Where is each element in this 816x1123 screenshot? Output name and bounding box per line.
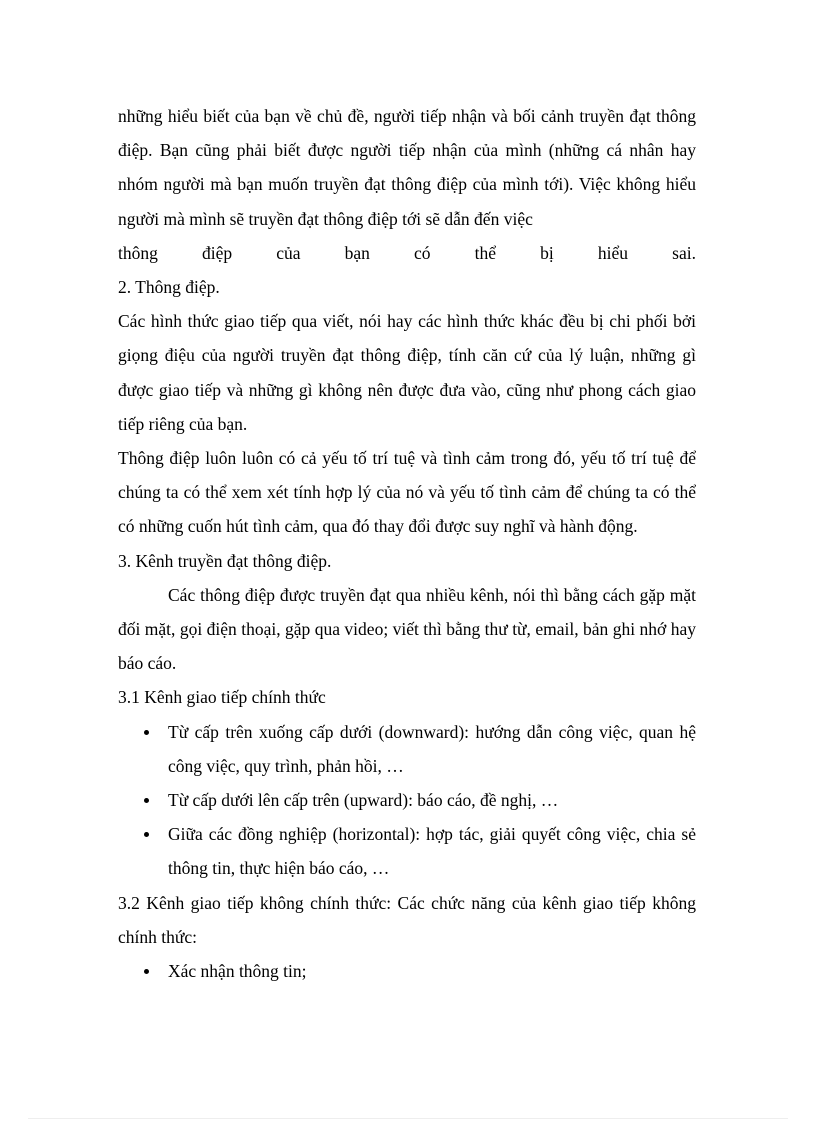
paragraph-channels: Các thông điệp được truyền đạt qua nhiều kênh, nói thì bằng cách gặp mặt đối mặt, gọi điện thoại, gặp qua video; viết thì bằng thư từ, email, bản ghi nhớ hay báo cáo. xyxy=(118,584,696,674)
bullet-icon xyxy=(144,832,149,837)
list-item-text: Xác nhận thông tin; xyxy=(168,961,307,982)
word: thông xyxy=(118,242,158,263)
list-item-text: Từ cấp dưới lên cấp trên (upward): báo cáo, đề nghị, … xyxy=(168,790,559,811)
word: hiểu xyxy=(597,242,629,263)
bullet-icon xyxy=(144,969,149,974)
bullet-icon xyxy=(144,730,149,735)
paragraph-message-forms: Các hình thức giao tiếp qua viết, nói hay các hình thức khác đều bị chi phối bởi giọng điệu của người truyền đạt thông điệp, tính căn cứ của lý luận, những gì được giao tiếp và những gì không nên được đưa vào, cũng như phong cách giao tiếp riêng của bạn. xyxy=(118,311,696,434)
word: có xyxy=(414,242,431,263)
word: điệp xyxy=(201,242,233,263)
word: bạn xyxy=(344,242,370,263)
heading-message: 2. Thông điệp. xyxy=(118,277,220,298)
list-item xyxy=(118,715,696,783)
word: thể xyxy=(474,242,497,263)
paragraph-audience-last-line xyxy=(118,236,696,270)
list-item xyxy=(118,954,696,988)
word: sai. xyxy=(672,242,696,263)
paragraph-message-elements: Thông điệp luôn luôn có cả yếu tố trí tuệ và tình cảm trong đó, yếu tố trí tuệ để chúng ta có thể xem xét tính hợp lý của nó và yếu tố tình cảm để chúng ta có thể có những cuốn hút tình cảm, qua đó thay đổi được suy nghĩ và hành động. xyxy=(118,448,696,537)
formal-channels-list xyxy=(118,715,696,886)
list-item xyxy=(118,783,696,817)
informal-channels-list xyxy=(118,954,696,988)
page-bottom-divider xyxy=(28,1118,788,1119)
list-item-text: Từ cấp trên xuống cấp dưới (downward): hướng dẫn công việc, quan hệ công việc, quy trình, phản hồi, … xyxy=(168,721,696,776)
paragraph-audience: những hiểu biết của bạn về chủ đề, người tiếp nhận và bối cảnh truyền đạt thông điệp. Bạn cũng phải biết được người tiếp nhận của mình (những cá nhân hay nhóm người mà bạn muốn truyền đạt thông điệp của mình tới). Việc không hiểu người mà mình sẽ truyền đạt thông điệp tới sẽ dẫn đến việc xyxy=(118,106,696,229)
heading-channels: 3. Kênh truyền đạt thông điệp. xyxy=(118,550,332,571)
bullet-icon xyxy=(144,798,149,803)
paragraph-informal-channels: 3.2 Kênh giao tiếp không chính thức: Các chức năng của kênh giao tiếp không chính thức: xyxy=(118,892,696,947)
document-body xyxy=(118,99,696,988)
list-item-text: Giữa các đồng nghiệp (horizontal): hợp tác, giải quyết công việc, chia sẻ thông tin, thực hiện báo cáo, … xyxy=(168,824,696,879)
list-item xyxy=(118,817,696,885)
word: của xyxy=(276,242,301,263)
heading-formal-channels: 3.1 Kênh giao tiếp chính thức xyxy=(118,687,326,708)
word: bị xyxy=(540,242,554,263)
